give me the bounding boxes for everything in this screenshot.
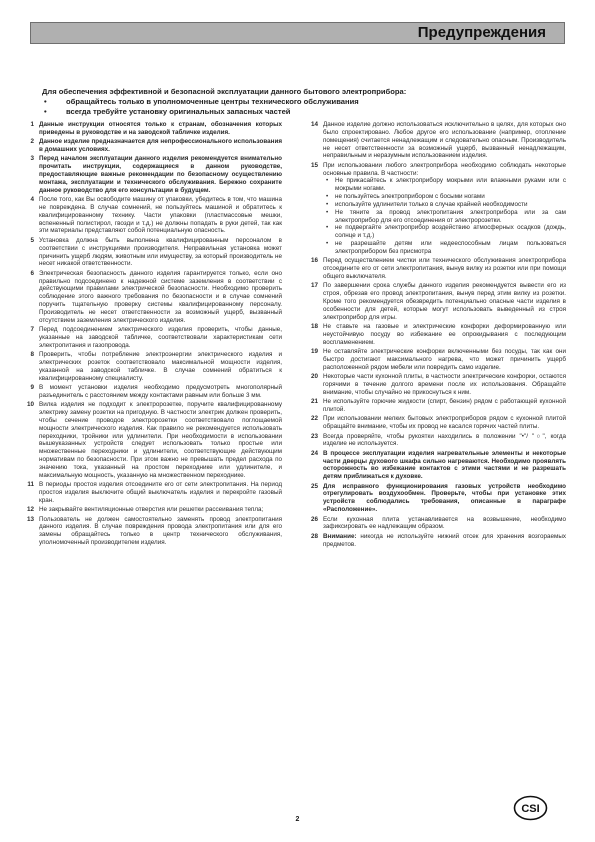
- warning-item: [22, 138, 282, 154]
- warning-item: [22, 326, 282, 350]
- warning-number: 25: [310, 482, 318, 490]
- warning-item: [22, 121, 282, 137]
- warning-text: При использовании любого электроприбора необходимо соблюдать некоторые основные правила. В частности:: [323, 161, 566, 177]
- warning-item: [306, 162, 566, 256]
- warning-text: Некоторые части кухонной плиты, в частности электрические конфорки, остаются горячими в течение долгого времени после их использования. Обращайте внимание, чтобы случайно не прикоснуться к ним.: [323, 373, 566, 396]
- bullet-icon: •: [326, 208, 329, 216]
- intro-bullet-text: всегда требуйте установку оригинальных запасных частей: [66, 107, 291, 116]
- warning-item: [22, 401, 282, 479]
- warning-number: 20: [310, 373, 318, 381]
- warning-number: 13: [26, 515, 34, 523]
- logo-text: CSI: [521, 803, 540, 815]
- warning-item: [22, 155, 282, 194]
- intro-bullet: [30, 107, 565, 117]
- warning-number: 18: [310, 323, 318, 331]
- warning-text: По завершении срока службы данного изделия рекомендуется вывести его из строя, обрезав его провод электропитания, вынув перед этим вилку из розетки. Кроме того рекомендуется обезвредить потенциально опасные части изделия в особенности для детей, которые могут использовать выведенный из строя электроприбор для игры.: [323, 282, 566, 321]
- warning-text: Установка должна быть выполнена квалифицированным персоналом в соответствии с инструкциями производителя. Неправильная установка может причинить ущерб людям, животным или имуществу, за который производитель не несет никакой ответственности.: [39, 236, 282, 268]
- intro-bullet-text: обращайтесь только в уполномоченные центры технического обслуживания: [66, 97, 359, 106]
- warning-number: 5: [30, 236, 34, 244]
- warning-item: [22, 237, 282, 268]
- intro-bullet: [30, 97, 565, 107]
- warning-item: [22, 196, 282, 235]
- right-column: [306, 121, 566, 550]
- warning-item: [306, 483, 566, 514]
- warning-number: 7: [30, 326, 34, 334]
- warning-text: Проверить, чтобы потребление электроэнергии электрического изделия и электрических розеток соответствовало максимальной мощности изделия, указанной на заводской табличке. В случае сомнений обратиться к квалифицированному специалисту.: [39, 351, 282, 382]
- warning-item: [306, 121, 566, 160]
- intro-lead: Для обеспечения эффективной и безопасной эксплуатации данного бытового электроприбора:: [42, 87, 407, 96]
- warning-text: Всегда проверяйте, чтобы рукоятки находились в положении "•"/ "○", когда изделие не используется.: [323, 432, 566, 448]
- page-number: 2: [295, 816, 300, 823]
- warning-text: Не используйте горючие жидкости (спирт, бензин) рядом с работающей кухонной плитой.: [323, 398, 566, 414]
- warning-item: [306, 516, 566, 532]
- warning-text: Не закрывайте вентиляционные отверстия или решетки рассеивания тепла;: [39, 506, 264, 514]
- intro-bullets: [30, 97, 565, 117]
- warning-text: Для исправного функционирования газовых устройств необходимо отрегулировать воздухообмен. Проверьте, чтобы при установке этих устройств соблюдались требования, описанные в параграфе «Расположение».: [323, 482, 566, 514]
- warning-subitem: [323, 177, 566, 193]
- bullet-icon: •: [326, 193, 329, 201]
- warning-item: [22, 516, 282, 547]
- intro-block: [30, 87, 565, 117]
- warning-number: 14: [310, 121, 318, 128]
- bullet-icon: •: [326, 240, 329, 248]
- warning-text: Перед подсоединением электрического изделия проверить, чтобы данные, указанные на заводской табличке, соответствовали характеристикам сети электропитания и газопровода.: [39, 326, 282, 349]
- warning-item: [22, 351, 282, 382]
- warning-number: 4: [30, 196, 34, 204]
- warning-subitem-text: не пользуйтесь электроприбором с босыми ногами: [335, 193, 485, 201]
- warning-text: Перед началом эксплуатации данного изделия рекомендуется внимательно прочитать инструкции, содержащиеся в данном руководстве, предоставляющие важные рекомендации по безопасному осуществлению монтажа, эксплуатации и технического обслуживания. Бережно сохраните данное руководство для его консультации в будущем.: [39, 155, 282, 194]
- warning-text: В процессе эксплуатации изделия нагревательные элементы и некоторые части дверцы духового шкафа сильно нагреваются. Необходимо проявлять осторожность во избежание контактов с этими частями и не разрешать детям приближаться к духовке.: [323, 449, 566, 481]
- warning-subitem: [323, 209, 566, 225]
- warning-text: Данное изделие должно использоваться исключительно в целях, для которых оно было спроектировано. Любое другое его использование (например, отопление помещения) считается ненадлежащим и следовательно опасным. Производитель не несет ответственности за возможный ущерб, вызванный ненадлежащим, неправильным и неразумным использованием изделия.: [323, 121, 566, 160]
- warning-item: [306, 415, 566, 431]
- warning-item: [22, 481, 282, 505]
- warning-subitem: [323, 240, 566, 256]
- warning-number: 11: [27, 481, 34, 489]
- warning-number: 15: [310, 161, 318, 169]
- warning-number: 16: [310, 257, 318, 265]
- left-column: [22, 121, 282, 548]
- warning-item: [306, 282, 566, 321]
- warning-number: 6: [30, 269, 34, 277]
- warning-text: Если кухонная плита устанавливается на возвышение, необходимо зафиксировать ее надлежащим образом.: [323, 515, 566, 531]
- warning-text: В периоды простоя изделия отсоедините его от сети электропитания. На период простоя изделия выключите общий выключатель изделия и перекройте газовый кран.: [39, 481, 282, 504]
- warning-text: В момент установки изделия необходимо предусмотреть многополярный разъединитель с расстоянием между контактами равным или больше 3 мм.: [39, 384, 282, 399]
- warning-number: 21: [310, 398, 318, 406]
- warning-text: Не оставляйте электрические конфорки включенными без посуды, так как они быстро достигают максимального нагрева, что может причинить ущерб расположенной рядом мебели или повредить само изделие.: [323, 348, 566, 371]
- page-title: Предупреждения: [30, 22, 565, 44]
- warning-number: 17: [310, 282, 318, 290]
- warning-item: [306, 348, 566, 372]
- csi-logo: [513, 795, 548, 821]
- warning-subitem-text: Не тяните за провод электропитания электроприбора или за сам электроприбор для его отсоединения от электророзетки.: [335, 208, 566, 224]
- warning-number: 9: [30, 384, 34, 391]
- warning-number: 2: [30, 138, 34, 146]
- bullet-icon: •: [326, 224, 329, 232]
- warning-subitem: [323, 224, 566, 240]
- warning-number: 19: [310, 348, 318, 356]
- bullet-icon: •: [44, 107, 47, 116]
- warning-number: 12: [26, 506, 34, 514]
- warning-text: Электрическая безопасность данного изделия гарантируется только, если оно правильно подсоединено к надежной системе заземления в соответствии с действующими правилами электрической безопасности. Необходимо проверить соблюдение этого важного требования по безопасности и в случае сомнений поручить тщательную проверку системы квалифицированному персоналу. Производитель не несет ответственности за возможный ущерб, вызванный отсутствием заземления электрического изделия.: [39, 269, 282, 324]
- warning-number: 26: [310, 515, 318, 523]
- warning-subitem: [323, 193, 566, 201]
- warning-text: После того, как Вы освободите машину от упаковки, убедитесь в том, что машина не повреждена. В случае сомнений, не пользуйтесь машиной и обратитесь к квалифицированному технику. Части упаковки (пластмассовые мешки, вспененный полистирол, гвозди и т.д.) не должны попадать в руки детей, так как эти материалы представляют собой потенциальную опасность.: [39, 196, 282, 235]
- warning-lead-word: Внимание:: [323, 532, 357, 540]
- bullet-icon: •: [326, 200, 329, 208]
- warning-text: Не ставьте на газовые и электрические конфорки деформированную или неустойчивую посуду во избежание ее опрокидывания с последующим воспламенением.: [323, 323, 566, 346]
- warning-item: [306, 373, 566, 397]
- warning-text: Внимание: никогда не используйте нижний отсек для хранения возгораемых предметов.: [323, 532, 566, 548]
- warning-item: [306, 257, 566, 281]
- warning-number: 8: [30, 351, 34, 359]
- warning-subitem: [323, 201, 566, 209]
- warning-item: [22, 506, 282, 514]
- warning-number: 24: [310, 449, 318, 457]
- warning-number: 3: [30, 155, 34, 163]
- warning-number: 1: [30, 121, 34, 128]
- bullet-icon: •: [326, 177, 329, 185]
- warning-text: Данные инструкции относятся только к странам, обозначения которых приведены в руководстве и на заводской табличке изделия.: [39, 121, 282, 136]
- warning-subitem-text: Не прикасайтесь к электроприбору мокрыми или влажными руками или с мокрыми ногами.: [335, 177, 566, 193]
- warning-subitem-text: используйте удлинители только в случае крайней необходимости: [335, 200, 528, 208]
- warning-number: 23: [310, 432, 318, 440]
- warning-text: Данное изделие предназначается для непрофессионального использования в домашних условиях.: [39, 138, 282, 154]
- warning-subitem-text: не подвергайте электроприбор воздействию атмосферных осадков (дождь, солнце и т.д.): [335, 224, 566, 240]
- warning-number: 22: [310, 415, 318, 423]
- warning-item: [306, 398, 566, 414]
- warning-item: [306, 323, 566, 347]
- warning-sublist: [323, 177, 566, 255]
- warning-text: Пользователь не должен самостоятельно заменять провод электропитания данного изделия. В случае повреждения провода электропитания или для его замены обращайтесь только в центр технического обслуживания, уполномоченный производителем изделия.: [39, 515, 282, 547]
- warning-item: [306, 450, 566, 481]
- warning-item: [22, 384, 282, 400]
- warning-subitem-text: не разрешайте детям или недееспособным лицам пользоваться электроприбором без присмотра: [335, 240, 566, 255]
- warning-number: 28: [310, 532, 318, 540]
- warning-number: 10: [26, 401, 34, 409]
- bullet-icon: •: [44, 97, 47, 106]
- warning-text: Перед осуществлением чистки или технического обслуживания электроприбора отсоедините его от сети электропитания, вынув вилку из розетки или при помощи общего выключателя.: [323, 257, 566, 281]
- warning-item: [306, 433, 566, 449]
- warning-item: [22, 270, 282, 325]
- warning-text: Вилка изделия не подходит к электророзетке, поручите квалифицированному электрику замену розетки на пригодную. В частности электрик должен проверить, чтобы сечение проводов электророзетки соответствовало поглощаемой мощности электрического изделия. Как правило не рекомендуется использовать переходники, тройники или удлинители. При необходимости в использовании вышеуказанных устройств следует использовать только простые или множественные переходники и удлинители, соответствующие действующим нормативам по безопасности. При этом важно не превышать предел расхода по значению тока, указанный на простом переходнике или удлинителе, и максимальную мощность, указанную на множественном переходнике.: [39, 401, 282, 479]
- warning-text: При использовании мелких бытовых электроприборов рядом с кухонной плитой обращайте внимание, чтобы их провод не касался горячих частей плиты.: [323, 415, 566, 431]
- warning-item: [306, 533, 566, 549]
